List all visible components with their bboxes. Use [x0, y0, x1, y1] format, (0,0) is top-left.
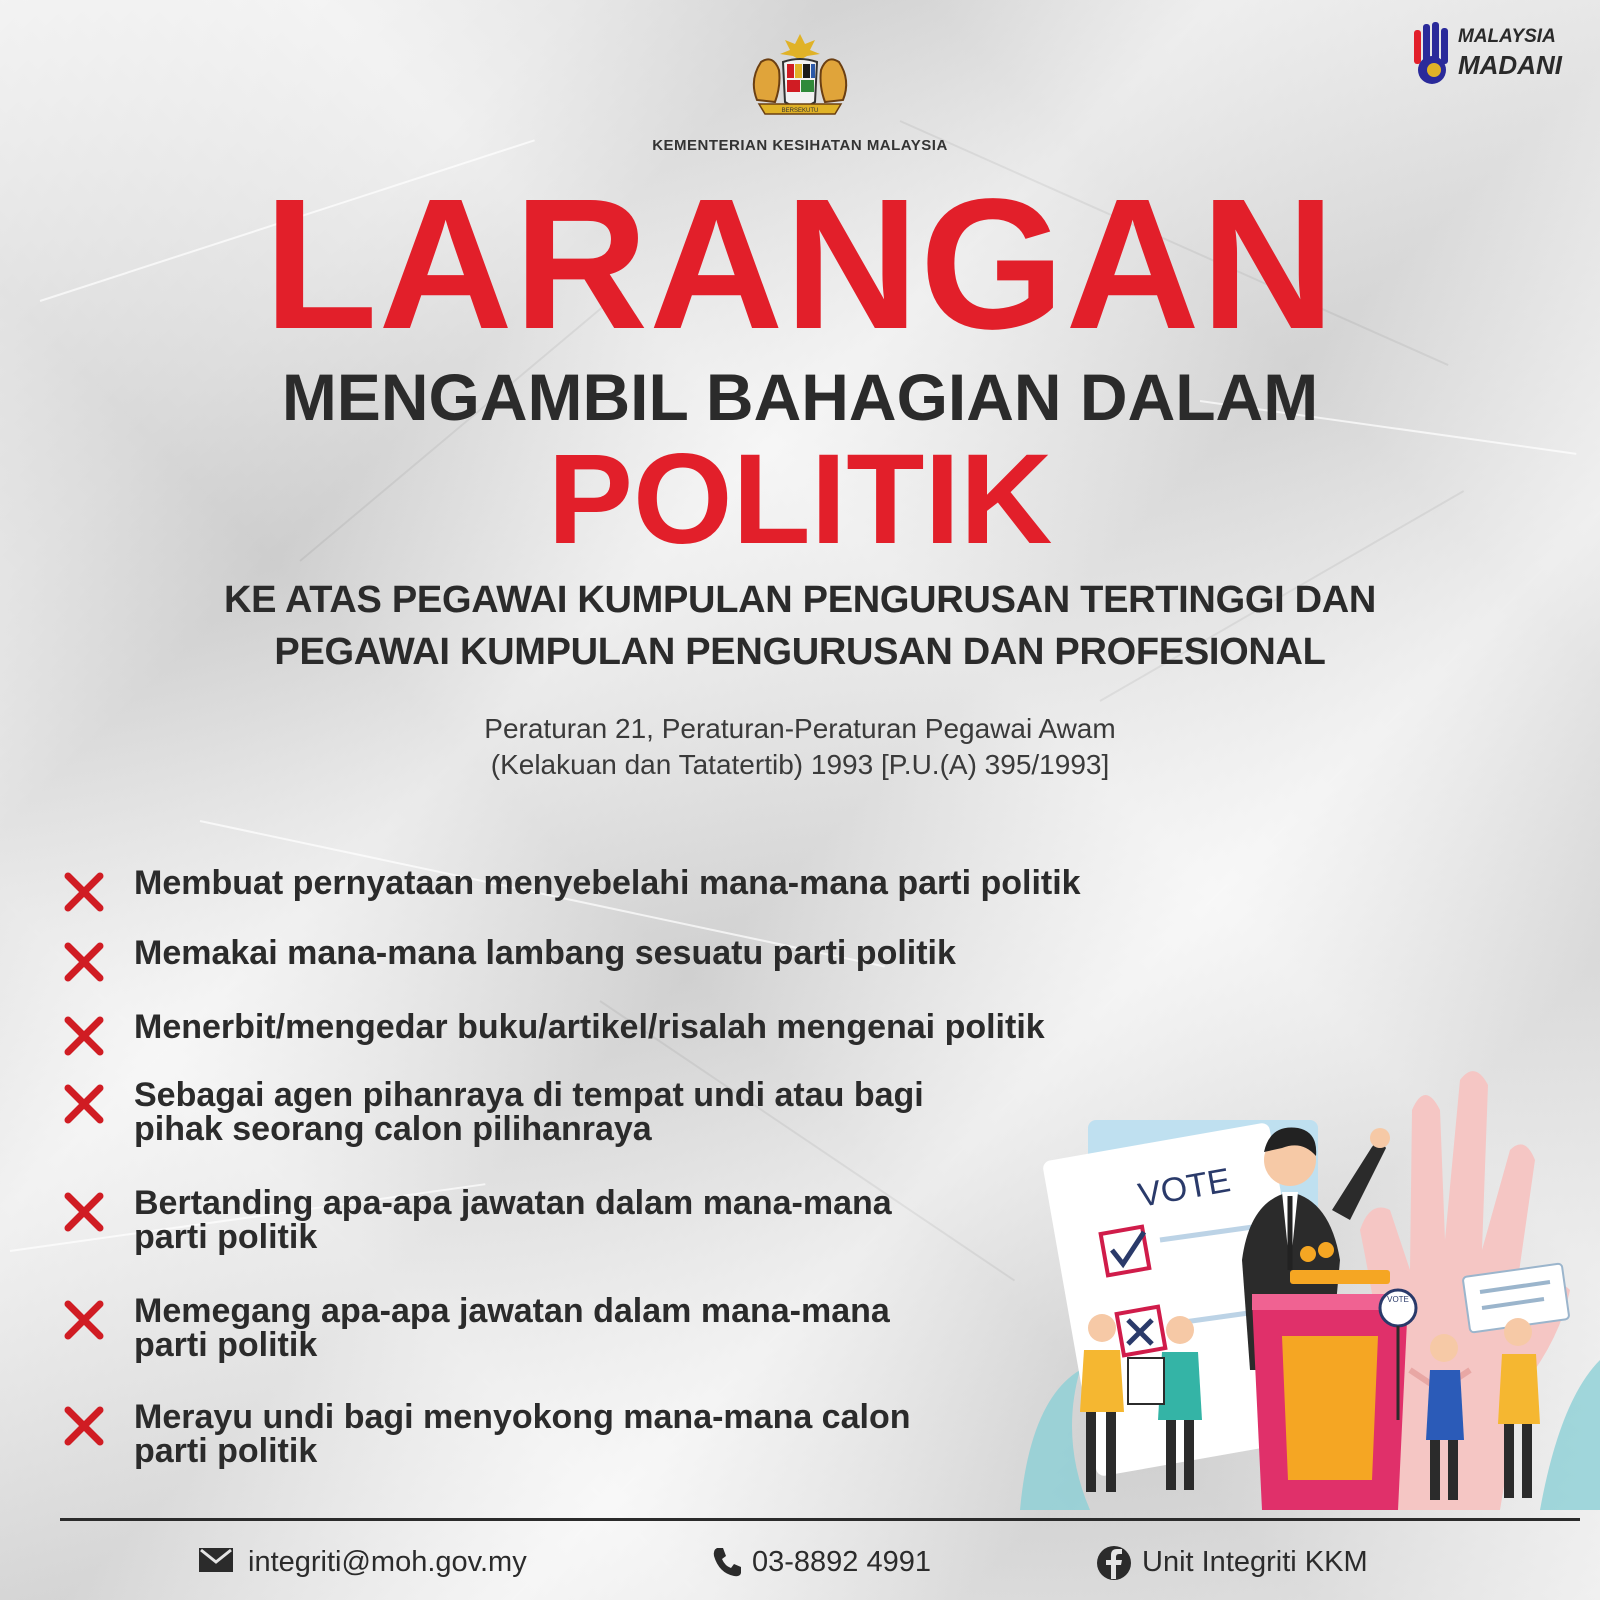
prohibition-line1: Merayu undi bagi menyokong mana-mana calon	[134, 1398, 911, 1436]
svg-text:BERSEKUTU: BERSEKUTU	[781, 108, 819, 114]
facebook-icon	[1096, 1545, 1132, 1581]
prohibition-line1: Memakai mana-mana lambang sesuatu parti politik	[134, 934, 956, 972]
title-sub: MENGAMBIL BAHAGIAN DALAM	[281, 360, 1319, 434]
subheading-line2: PEGAWAI KUMPULAN PENGURUSAN DAN PROFESIONAL	[274, 631, 1326, 673]
ballot-label: VOTE	[1135, 1161, 1234, 1215]
regulation-line2: (Kelakuan dan Tatatertib) 1993 [P.U.(A) 395/1993]	[490, 749, 1110, 780]
cross-icon	[62, 1014, 106, 1058]
ministry-name: KEMENTERIAN KESIHATAN MALAYSIA	[652, 137, 948, 154]
cross-icon	[62, 1082, 106, 1126]
madani-logo	[1410, 18, 1582, 88]
cross-icon	[62, 1190, 106, 1234]
mail-icon	[198, 1545, 234, 1575]
logo-line2: MADANI	[1458, 50, 1562, 80]
prohibition-line1: Bertanding apa-apa jawatan dalam mana-mana	[134, 1184, 892, 1222]
footer-divider	[60, 1518, 1580, 1521]
prohibition-line2: parti politik	[134, 1218, 318, 1256]
phone-icon	[710, 1545, 744, 1579]
crest-icon	[735, 30, 865, 130]
subheading-line1: KE ATAS PEGAWAI KUMPULAN PENGURUSAN TERTINGGI DAN	[223, 579, 1377, 621]
cross-icon	[62, 870, 106, 914]
prohibition-line2: parti politik	[134, 1432, 318, 1470]
cross-icon	[62, 1404, 106, 1448]
prohibition-line1: Menerbit/mengedar buku/artikel/risalah mengenai politik	[134, 1008, 1045, 1046]
cross-icon	[62, 940, 106, 984]
election-illustration	[1020, 1040, 1600, 1510]
prohibition-line1: Memegang apa-apa jawatan dalam mana-mana	[134, 1292, 890, 1330]
prohibition-line1: Sebagai agen pihanraya di tempat undi atau bagi	[134, 1076, 924, 1114]
sign-label: VOTE	[1387, 1295, 1409, 1304]
title-politik: POLITIK	[547, 428, 1053, 571]
regulation-line1: Peraturan 21, Peraturan-Peraturan Pegawai Awam	[484, 713, 1116, 744]
prohibition-line2: parti politik	[134, 1326, 318, 1364]
title-main: LARANGAN	[263, 161, 1337, 368]
phone-text: 03-8892 4991	[752, 1546, 931, 1578]
madani-logo-icon	[1410, 20, 1456, 86]
logo-line1: MALAYSIA	[1458, 26, 1556, 47]
cross-icon	[62, 1298, 106, 1342]
email-text: integriti@moh.gov.my	[248, 1546, 527, 1578]
prohibition-line1: Membuat pernyataan menyebelahi mana-mana parti politik	[134, 864, 1081, 902]
facebook-text: Unit Integriti KKM	[1142, 1546, 1368, 1578]
prohibition-line2: pihak seorang calon pilihanraya	[134, 1110, 652, 1148]
